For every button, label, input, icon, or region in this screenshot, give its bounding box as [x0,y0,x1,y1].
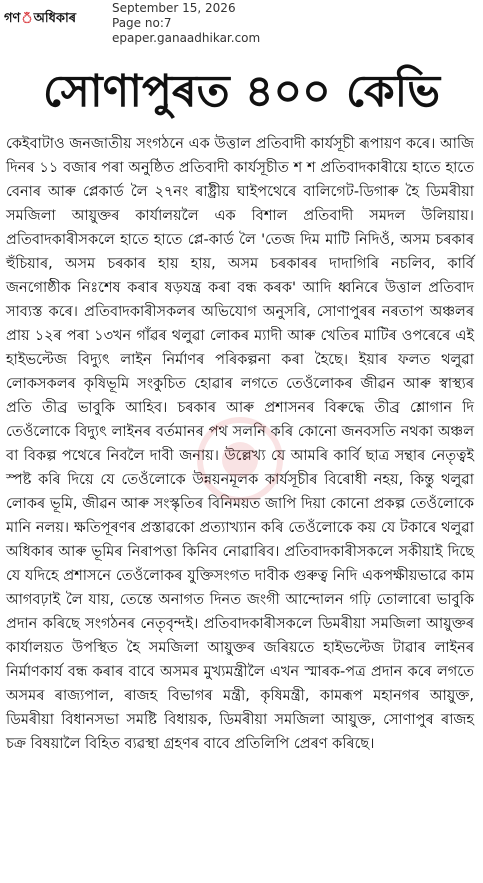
page-number: Page no:7 [112,16,172,30]
edition-info [112,1,260,46]
logo-mark-icon: ঁ [21,12,33,26]
publication-logo[interactable] [4,8,76,30]
article-headline: সোণাপুৰত ৪০০ কেভি [42,66,441,117]
edition-date: September 15, 2026 [112,1,236,15]
masthead [0,0,483,50]
logo-text-left: গণ [4,11,21,26]
logo-text-right: অধিকাৰ [33,11,77,26]
site-url: epaper.ganaadhikar.com [112,31,261,45]
article-body: কেইবাটাও জনজাতীয় সংগঠনে এক উত্তাল প্ৰতিবাদী কাৰ্যসূচী ৰূপায়ণ কৰে। আজি দিনৰ ১১ বজাৰ পৰা অনুষ্ঠিত প্ৰতিবাদী কাৰ্যসূচীত শ শ প্ৰতিবাদকাৰীয়ে হাতে হাতে বেনাৰ আৰু প্লেকাৰ্ড লৈ ২৭নং ৰাষ্ট্ৰীয় ঘাইপথেৰে বালিগেট-ডিগাৰু হৈ ডিমৰীয়া সমজিলা আয়ুক্তৰ কাৰ্যালয়লৈ এক বিশাল প্ৰতিবাদী সমদল উলিয়ায়। প্ৰতিবাদকাৰীসকলে হাতে হাতে প্লে-কাৰ্ড লৈ 'তেজ দিম মাটি নিদিওঁ, অসম চৰকাৰ হুঁচিয়াৰ, অসম চৰকাৰ হায় হায়, অসম চৰকাৰৰ দাদাগিৰি নচলিব, কাৰ্বি জনগোষ্ঠীক নিঃশেষ কৰাৰ ষড়যন্ত্ৰ কৰা বন্ধ কৰক' আদি ধ্বনিৰে উত্তাল প্ৰতিবাদ সাব্যস্ত কৰে। প্ৰতিবাদকাৰীসকলৰ অভিযোগ অনুসৰি, সোণাপুৰৰ নৰতাপ অঞ্চলৰ প্ৰায় ১২ৰ পৰা ১৩খন গাঁৱৰ থলুৱা লোকৰ ম্যাদী আৰু খেতিৰ মাটিৰ ওপৰেৰে এই হাইভল্টেজ বিদ্যুৎ লাইন নিৰ্মাণৰ পৰিকল্পনা কৰা হৈছে। ইয়াৰ ফলত থলুৱা লোকসকলৰ কৃষিভূমি সংকুচিত হোৱাৰ লগতে তেওঁলোকৰ জীৱন আৰু স্বাস্থ্যৰ প্ৰতি তীব্ৰ ভাবুকি আহিব। চৰকাৰ আৰু প্ৰশাসনৰ বিৰুদ্ধে তীব্ৰ শ্লোগান দি তেওঁলোকে বিদ্যুৎ লাইনৰ বৰ্তমানৰ পথ সলনি কৰি কোনো জনবসতি নথকা অঞ্চল বা বিকল্প পথেৰে নিবলৈ দাবী জনায়। উল্লেখ্য যে আমৰি কাৰ্বি ছাত্ৰ সন্থাৰ নেতৃত্বই স্পষ্ট কৰি দিয়ে যে তেওঁলোকে উন্নয়নমূলক কাৰ্যসূচীৰ বিৰোধী নহয়, কিন্তু থলুৱা লোকৰ ভূমি, জীৱন আৰু সংস্কৃতিৰ বিনিময়ত জাপি দিয়া কোনো প্ৰকল্প তেওঁলোকে মানি নলয়। ক্ষতিপূৰণৰ প্ৰস্তাৱকো প্ৰত্যাখ্যান কৰি তেওঁলোকে কয় যে টকাৰে থলুৱা অধিকাৰ আৰু ভূমিৰ নিৰাপত্তা কিনিব নোৱাৰিব। প্ৰতিবাদকাৰীসকলে সকীয়াই দিছে যে যদিহে প্ৰশাসনে তেওঁলোকৰ যুক্তিসংগত দাবীক গুৰুত্ব নিদি একপক্ষীয়ভাৱে কাম আগবঢ়াই লৈ যায়, তেন্তে অনাগত দিনত জংগী আন্দোলন গঢ়ি তোলাৰো ভাবুকি প্ৰদান কৰিছে সংগঠনৰ নেতৃবৃন্দই। প্ৰতিবাদকাৰীসকলে ডিমৰীয়া সমজিলা আয়ুক্তৰ কাৰ্যালয়ত উপস্থিত হৈ সমজিলা আয়ুক্তৰ জৰিয়তে হাইভল্টেজ টাৱাৰ লাইনৰ নিৰ্মাণকাৰ্য বন্ধ কৰাৰ বাবে অসমৰ মুখ্যমন্ত্ৰীলৈ এখন স্মাৰক-পত্ৰ প্ৰদান কৰে লগতে অসমৰ ৰাজ্যপাল, ৰাজহ বিভাগৰ মন্ত্ৰী, কৃষিমন্ত্ৰী, কামৰূপ মহানগৰ আয়ুক্ত, ডিমৰীয়া বিধানসভা সমষ্টি বিধায়ক, ডিমৰীয়া সমজিলা আয়ুক্ত, সোণাপুৰ ৰাজহ চক্ৰ বিষয়ালৈ বিহিত ব্যৱস্থা গ্ৰহণৰ বাবে প্ৰতিলিপি প্ৰেৰণ কৰিছে। [6,136,474,752]
